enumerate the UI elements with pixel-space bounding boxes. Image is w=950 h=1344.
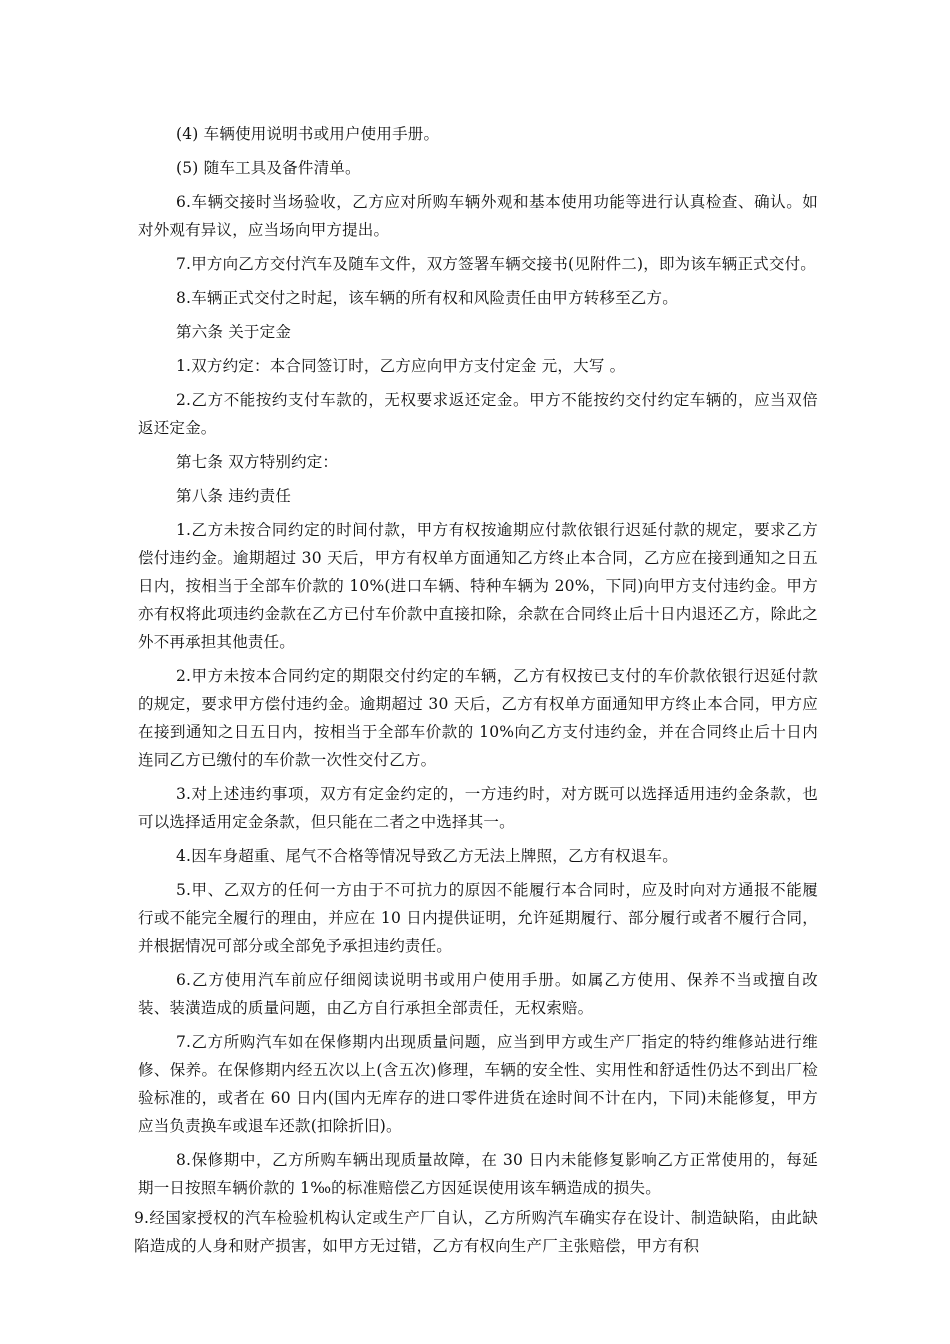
article-7-heading: 第七条 双方特别约定：	[176, 453, 339, 471]
article-6-item-2: 2.乙方不能按约支付车款的，无权要求返还定金。甲方不能按约交付约定车辆的，应当双倍返还定金。	[138, 391, 818, 437]
article-8-item-8: 8.保修期中，乙方所购车辆出现质量故障，在 30 日内未能修复影响乙方正常使用的，每延期一日按照车辆价款的 1‰的标准赔偿乙方因延误使用该车辆造成的损失。	[138, 1151, 818, 1197]
article-8-item-5: 5.甲、乙双方的任何一方由于不可抗力的原因不能履行本合同时，应及时向对方通报不能履行或不能完全履行的理由，并应在 10 日内提供证明，允许延期履行、部分履行或者不履行合同，并根据情况可部分或全部免予承担违约责任。	[138, 881, 818, 955]
clause-5-item-7: 7.甲方向乙方交付汽车及随车文件，双方签署车辆交接书(见附件二)，即为该车辆正式交付。	[176, 255, 816, 273]
article-8-item-3: 3.对上述违约事项，双方有定金约定的，一方违约时，对方既可以选择适用违约金条款，也可以选择适用定金条款，但只能在二者之中选择其一。	[138, 785, 818, 831]
list-item-4: (4) 车辆使用说明书或用户使用手册。	[176, 125, 440, 143]
document-page	[134, 120, 818, 1266]
article-8-item-2: 2.甲方未按本合同约定的期限交付约定的车辆，乙方有权按已支付的车价款依银行迟延付款的规定，要求甲方偿付违约金。逾期超过 30 天后，乙方有权单方面通知甲方终止本合同，甲方应在接到通知之日五日内，按相当于全部车价款的 10%向乙方支付违约金，并在合同终止后十日内连同乙方已缴付的车价款一次性交付乙方。	[138, 667, 818, 769]
article-8-item-7: 7.乙方所购汽车如在保修期内出现质量问题，应当到甲方或生产厂指定的特约维修站进行维修、保养。在保修期内经五次以上(含五次)修理，车辆的安全性、实用性和舒适性仍达不到出厂检验标准的，或者在 60 日内(国内无库存的进口零件进货在途时间不计在内，下同)未能修复，甲方应当负责换车或退车还款(扣除折旧)。	[138, 1033, 818, 1135]
article-8-item-9: 9.经国家授权的汽车检验机构认定或生产厂自认，乙方所购汽车确实存在设计、制造缺陷，由此缺陷造成的人身和财产损害，如甲方无过错，乙方有权向生产厂主张赔偿，甲方有积	[134, 1209, 818, 1255]
list-item-5: (5) 随车工具及备件清单。	[176, 159, 361, 177]
article-6-item-1: 1.双方约定：本合同签订时，乙方应向甲方支付定金 元，大写 。	[176, 357, 626, 375]
article-6-heading: 第六条 关于定金	[176, 323, 292, 341]
article-8-item-4: 4.因车身超重、尾气不合格等情况导致乙方无法上牌照，乙方有权退车。	[176, 847, 678, 865]
clause-5-item-8: 8.车辆正式交付之时起，该车辆的所有权和风险责任由甲方转移至乙方。	[176, 289, 678, 307]
article-8-heading: 第八条 违约责任	[176, 487, 292, 505]
article-8-item-6: 6.乙方使用汽车前应仔细阅读说明书或用户使用手册。如属乙方使用、保养不当或擅自改装、装潢造成的质量问题，由乙方自行承担全部责任，无权索赔。	[138, 971, 818, 1017]
clause-5-item-6: 6.车辆交接时当场验收，乙方应对所购车辆外观和基本使用功能等进行认真检查、确认。如对外观有异议，应当场向甲方提出。	[138, 193, 818, 239]
article-8-item-1: 1.乙方未按合同约定的时间付款，甲方有权按逾期应付款依银行迟延付款的规定，要求乙方偿付违约金。逾期超过 30 天后，甲方有权单方面通知乙方终止本合同，乙方应在接到通知之日五日内，按相当于全部车价款的 10%(进口车辆、特种车辆为 20%，下同)向甲方支付违约金。甲方亦有权将此项违约金款在乙方已付车价款中直接扣除，余款在合同终止后十日内退还乙方，除此之外不再承担其他责任。	[138, 521, 818, 651]
